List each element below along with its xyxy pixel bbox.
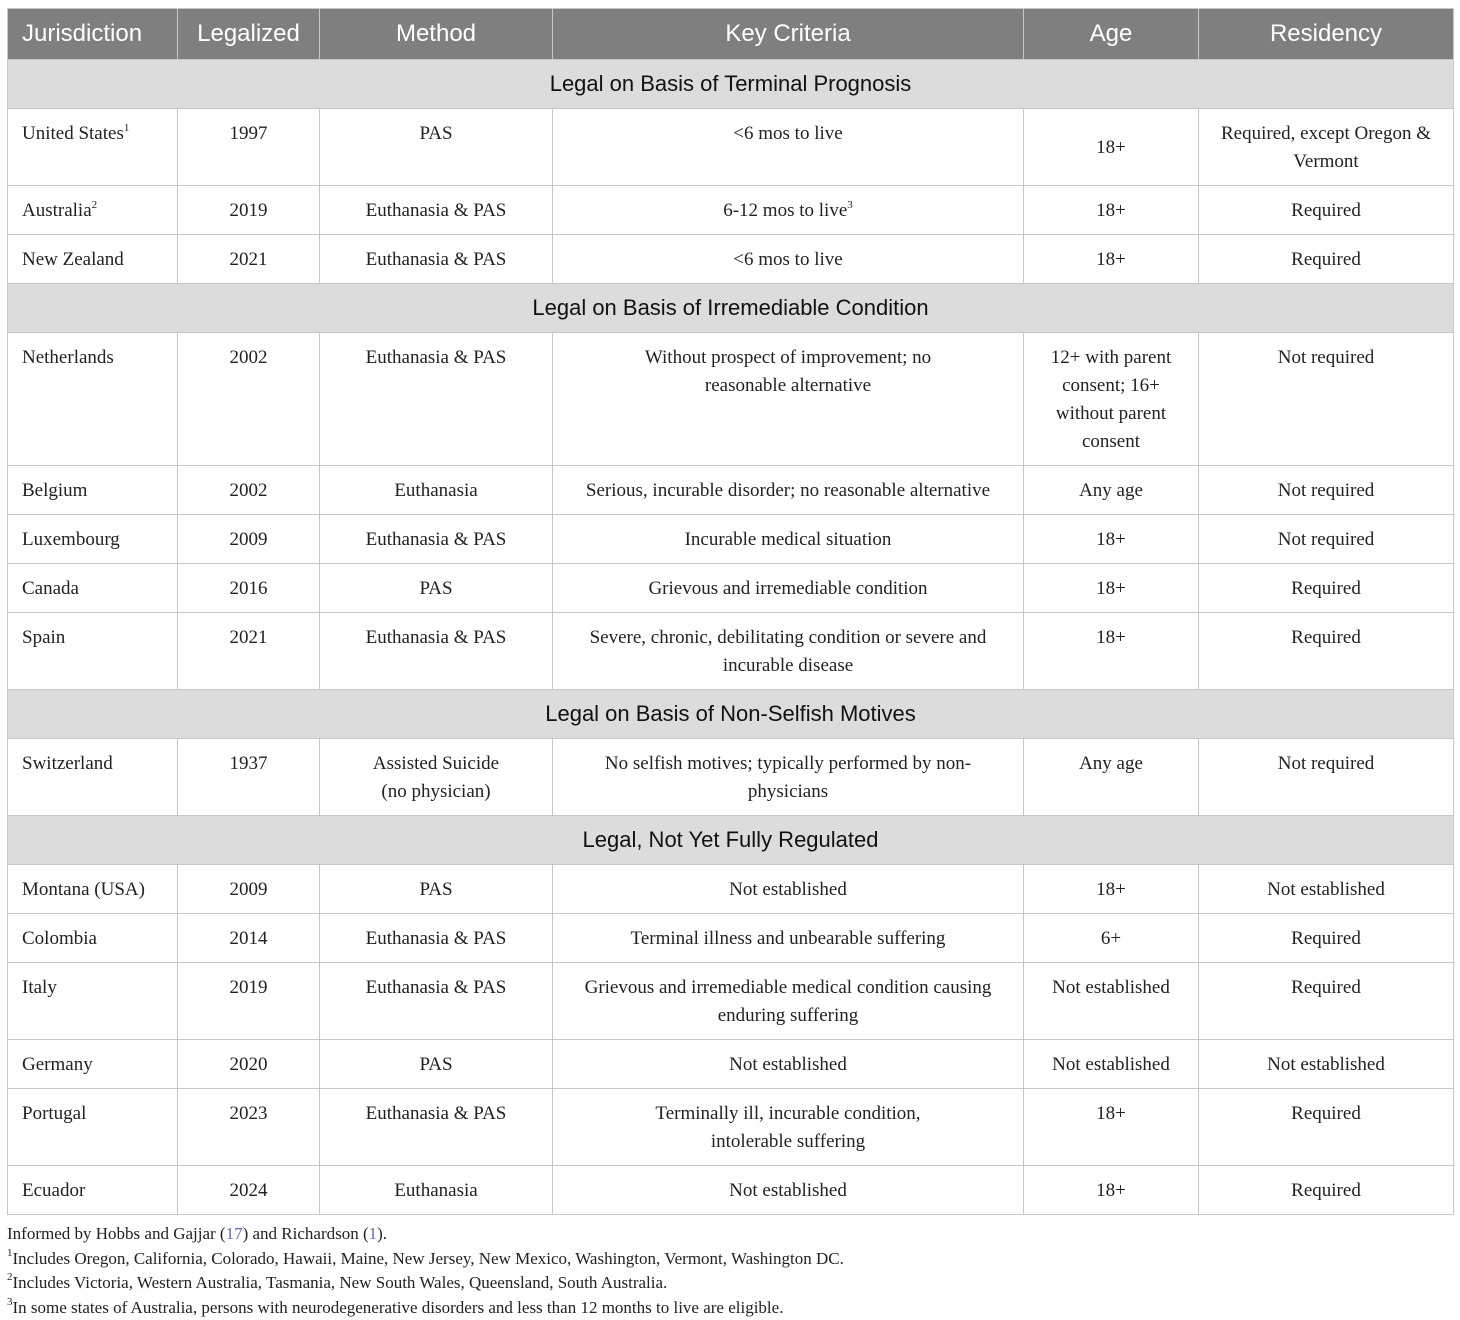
footnote-3 [7, 1296, 1453, 1320]
header-legalized: Legalized [178, 9, 320, 60]
age-cell: 12+ with parent consent; 16+ without parent consent [1024, 333, 1199, 466]
header-jurisdiction: Jurisdiction [8, 9, 178, 60]
footnote-1 [7, 1247, 1453, 1272]
legalized-cell: 2021 [178, 235, 320, 284]
age-cell: 18+ [1024, 515, 1199, 564]
method-cell: Euthanasia & PAS [320, 613, 553, 690]
header-residency: Residency [1199, 9, 1454, 60]
table-row [8, 235, 1454, 284]
citation-link[interactable]: 17 [226, 1224, 243, 1243]
method-cell: Euthanasia & PAS [320, 515, 553, 564]
legalized-cell: 2019 [178, 186, 320, 235]
age-cell: Any age [1024, 466, 1199, 515]
table-container [7, 8, 1453, 1320]
method-cell: Euthanasia & PAS [320, 963, 553, 1040]
table-row [8, 564, 1454, 613]
age-cell: 18+ [1024, 235, 1199, 284]
section-row [8, 60, 1454, 109]
criteria-cell: <6 mos to live [553, 235, 1024, 284]
legalized-cell: 2016 [178, 564, 320, 613]
criteria-cell: No selfish motives; typically performed by non-physicians [553, 739, 1024, 816]
residency-cell: Required [1199, 235, 1454, 284]
table-row [8, 1040, 1454, 1089]
method-cell: PAS [320, 564, 553, 613]
jurisdiction-cell [8, 186, 178, 235]
table-row [8, 186, 1454, 235]
age-cell: 18+ [1024, 1166, 1199, 1215]
age-cell: 6+ [1024, 914, 1199, 963]
footnote-text: In some states of Australia, persons with neurodegenerative disorders and less than 12 months to live are eligible. [13, 1298, 784, 1317]
jurisdiction-cell: New Zealand [8, 235, 178, 284]
criteria-cell: Not established [553, 1040, 1024, 1089]
age-cell: Not established [1024, 963, 1199, 1040]
source-note [7, 1222, 1453, 1247]
jurisdiction-cell: Germany [8, 1040, 178, 1089]
residency-cell: Required [1199, 564, 1454, 613]
section-title: Legal on Basis of Non-Selfish Motives [8, 690, 1454, 739]
table-row [8, 739, 1454, 816]
age-cell: 18+ [1024, 186, 1199, 235]
section-row [8, 690, 1454, 739]
residency-cell: Not required [1199, 515, 1454, 564]
criteria-cell: Terminally ill, incurable condition, intolerable suffering [553, 1089, 1024, 1166]
legalized-cell: 2002 [178, 466, 320, 515]
jurisdiction-cell: Montana (USA) [8, 865, 178, 914]
legalized-cell: 2009 [178, 515, 320, 564]
jurisdiction-cell: Italy [8, 963, 178, 1040]
section-row [8, 284, 1454, 333]
table-row [8, 1166, 1454, 1215]
age-cell: 18+ [1024, 564, 1199, 613]
criteria-cell: Without prospect of improvement; no reasonable alternative [553, 333, 1024, 466]
residency-cell: Not established [1199, 1040, 1454, 1089]
table-row [8, 914, 1454, 963]
footnote-marker: 3 [7, 1296, 13, 1308]
method-cell: Euthanasia & PAS [320, 333, 553, 466]
note-text: ) and Richardson ( [243, 1224, 369, 1243]
footnote-marker: 3 [847, 199, 853, 211]
section-title: Legal on Basis of Terminal Prognosis [8, 60, 1454, 109]
note-text: Informed by Hobbs and Gajjar ( [7, 1224, 226, 1243]
section-title: Legal, Not Yet Fully Regulated [8, 816, 1454, 865]
criteria-cell: Grievous and irremediable medical condition causing enduring suffering [553, 963, 1024, 1040]
legalized-cell: 2009 [178, 865, 320, 914]
criteria-cell [553, 186, 1024, 235]
jurisdiction-cell: Canada [8, 564, 178, 613]
table-row [8, 333, 1454, 466]
note-text: ). [377, 1224, 387, 1243]
section-title: Legal on Basis of Irremediable Condition [8, 284, 1454, 333]
legalized-cell: 2020 [178, 1040, 320, 1089]
jurisdiction-cell: Ecuador [8, 1166, 178, 1215]
method-cell: Euthanasia [320, 466, 553, 515]
age-cell: 18+ [1024, 109, 1199, 186]
method-cell: Euthanasia [320, 1166, 553, 1215]
header-age: Age [1024, 9, 1199, 60]
criteria-cell: Serious, incurable disorder; no reasonable alternative [553, 466, 1024, 515]
footnote-text: Includes Victoria, Western Australia, Tasmania, New South Wales, Queensland, South Australia. [13, 1273, 668, 1292]
legalized-cell: 1937 [178, 739, 320, 816]
legalized-cell: 2019 [178, 963, 320, 1040]
table-row [8, 613, 1454, 690]
residency-cell: Not established [1199, 865, 1454, 914]
age-cell: 18+ [1024, 1089, 1199, 1166]
header-row [8, 9, 1454, 60]
residency-cell: Required [1199, 186, 1454, 235]
jurisdiction-name: United States [22, 123, 124, 144]
criteria-cell: Not established [553, 865, 1024, 914]
criteria-cell: Grievous and irremediable condition [553, 564, 1024, 613]
footnote-marker: 1 [124, 122, 130, 134]
jurisdiction-cell: Netherlands [8, 333, 178, 466]
method-cell: Euthanasia & PAS [320, 186, 553, 235]
jurisdiction-cell [8, 109, 178, 186]
residency-cell: Not required [1199, 466, 1454, 515]
method-cell: PAS [320, 865, 553, 914]
age-cell: Any age [1024, 739, 1199, 816]
legalized-cell: 2023 [178, 1089, 320, 1166]
residency-cell: Not required [1199, 739, 1454, 816]
footnote-text: Includes Oregon, California, Colorado, Hawaii, Maine, New Jersey, New Mexico, Washington, Vermont, Washington DC. [13, 1249, 844, 1268]
legalized-cell: 2014 [178, 914, 320, 963]
method-cell: PAS [320, 1040, 553, 1089]
table-row [8, 865, 1454, 914]
residency-cell: Required, except Oregon & Vermont [1199, 109, 1454, 186]
footnote-marker: 1 [7, 1247, 13, 1259]
jurisdiction-cell: Switzerland [8, 739, 178, 816]
footnote-2 [7, 1271, 1453, 1296]
table-row [8, 109, 1454, 186]
table-footnotes [7, 1222, 1453, 1320]
residency-cell: Not required [1199, 333, 1454, 466]
footnote-marker: 2 [7, 1271, 13, 1283]
jurisdiction-cell: Luxembourg [8, 515, 178, 564]
header-method: Method [320, 9, 553, 60]
jurisdiction-table [7, 8, 1454, 1215]
table-row [8, 1089, 1454, 1166]
legalized-cell: 2021 [178, 613, 320, 690]
method-cell: Euthanasia & PAS [320, 914, 553, 963]
residency-cell: Required [1199, 1166, 1454, 1215]
criteria-cell: Terminal illness and unbearable suffering [553, 914, 1024, 963]
legalized-cell: 2002 [178, 333, 320, 466]
jurisdiction-cell: Spain [8, 613, 178, 690]
method-cell: Euthanasia & PAS [320, 235, 553, 284]
legalized-cell: 2024 [178, 1166, 320, 1215]
residency-cell: Required [1199, 1089, 1454, 1166]
jurisdiction-cell: Colombia [8, 914, 178, 963]
residency-cell: Required [1199, 914, 1454, 963]
legalized-cell: 1997 [178, 109, 320, 186]
footnote-marker: 2 [92, 199, 98, 211]
method-cell: Euthanasia & PAS [320, 1089, 553, 1166]
residency-cell: Required [1199, 963, 1454, 1040]
age-cell: 18+ [1024, 865, 1199, 914]
table-row [8, 515, 1454, 564]
age-cell: Not established [1024, 1040, 1199, 1089]
jurisdiction-cell: Belgium [8, 466, 178, 515]
method-cell: PAS [320, 109, 553, 186]
criteria-text: 6-12 mos to live [723, 200, 847, 221]
method-cell: Assisted Suicide (no physician) [320, 739, 553, 816]
residency-cell: Required [1199, 613, 1454, 690]
criteria-cell: Severe, chronic, debilitating condition or severe and incurable disease [553, 613, 1024, 690]
table-row [8, 963, 1454, 1040]
criteria-cell: Not established [553, 1166, 1024, 1215]
jurisdiction-cell: Portugal [8, 1089, 178, 1166]
criteria-cell: <6 mos to live [553, 109, 1024, 186]
jurisdiction-name: Australia [22, 200, 92, 221]
age-cell: 18+ [1024, 613, 1199, 690]
criteria-cell: Incurable medical situation [553, 515, 1024, 564]
header-key-criteria: Key Criteria [553, 9, 1024, 60]
section-row [8, 816, 1454, 865]
table-row [8, 466, 1454, 515]
citation-link[interactable]: 1 [369, 1224, 378, 1243]
